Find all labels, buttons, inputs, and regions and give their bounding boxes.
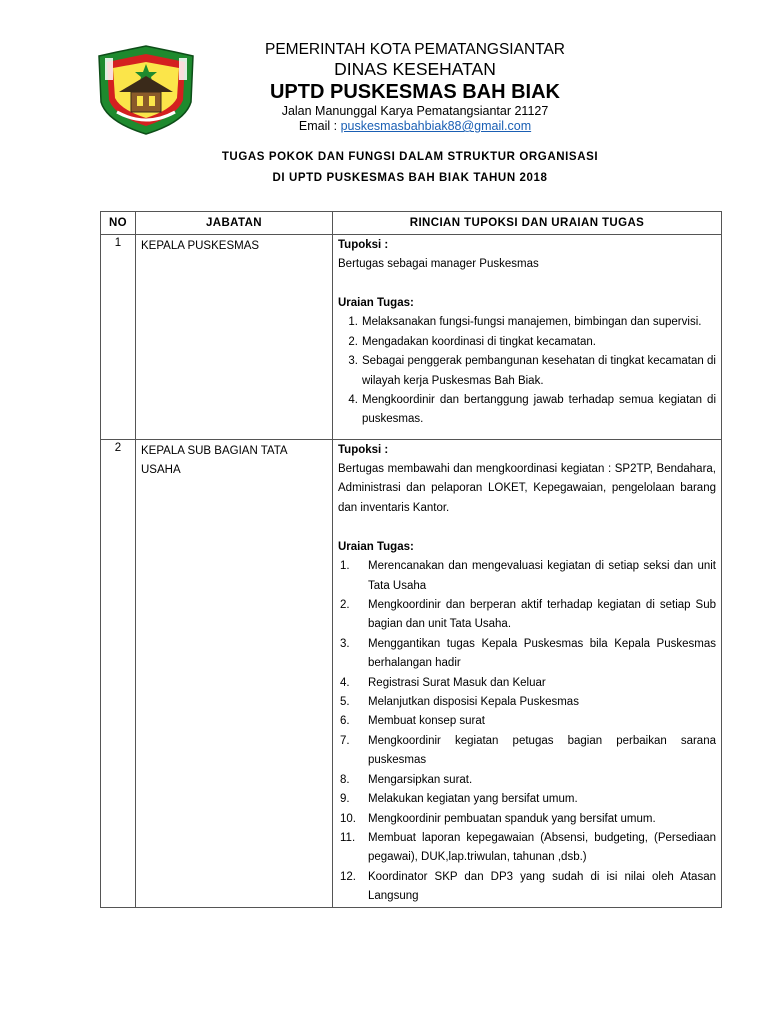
header-no: NO — [101, 212, 136, 235]
tupoksi-label: Tupoksi : — [338, 239, 389, 251]
list-item: 9. Melakukan kegiatan yang bersifat umum. — [340, 793, 578, 806]
list-item: 3. Menggantikan tugas Kepala Puskesmas bila Kepala Puskesmas berhalangan hadir — [340, 637, 716, 670]
tupoksi-label: Tupoksi : — [338, 444, 389, 456]
tupoksi-text: Bertugas sebagai manager Puskesmas — [338, 258, 539, 270]
institution-name: UPTD PUSKESMAS BAH BIAK — [269, 81, 561, 103]
task-list — [338, 313, 716, 429]
list-item: 2. Mengadakan koordinasi di tingkat kecamatan. — [348, 335, 596, 348]
list-item: 1. Melaksanakan fungsi-fungsi manajemen, bimbingan dan supervisi. — [348, 316, 702, 329]
letterhead — [215, 40, 615, 134]
list-item: 7. Mengkoordinir kegiatan petugas bagian perbaikan sarana puskesmas — [340, 734, 716, 767]
row-number: 2 — [101, 440, 136, 908]
address: Jalan Manunggal Karya Pematangsiantar 21127 — [281, 104, 549, 118]
list-item: 1. Merencanakan dan mengevaluasi kegiatan di setiap seksi dan unit Tata Usaha — [340, 560, 716, 592]
task-list — [338, 557, 716, 906]
list-item: 6. Membuat konsep surat — [340, 715, 485, 728]
city-emblem-icon — [95, 42, 197, 136]
list-item: 11. Membuat laporan kepegawaian (Absensi, budgeting, (Persediaan pegawai), DUK,lap.triwulan, tahunan ,dsb.) — [340, 831, 716, 864]
email-line — [215, 119, 615, 134]
table-row — [101, 440, 722, 908]
table-header-row — [101, 212, 722, 235]
tupoksi-text: Bertugas membawahi dan mengkoordinasi kegiatan : SP2TP, Bendahara, Administrasi dan pelaporan LOKET, Kepegawaian, pengelolaan barang dan inventaris Kantor. — [338, 463, 716, 514]
table-row — [101, 235, 722, 440]
uraian-label: Uraian Tugas: — [338, 297, 414, 310]
email-label: Email : — [298, 119, 341, 133]
list-item: 4. Mengkoordinir dan bertanggung jawab terhadap semua kegiatan di puskesmas. — [348, 394, 716, 426]
duty-details — [333, 235, 722, 440]
list-item: 12. Koordinator SKP dan DP3 yang sudah di isi nilai oleh Atasan Langsung — [340, 870, 716, 903]
duty-details — [333, 440, 722, 908]
position-title: KEPALA PUSKESMAS — [136, 235, 333, 440]
header-rincian: RINCIAN TUPOKSI DAN URAIAN TUGAS — [333, 212, 722, 235]
tupoksi-table — [100, 211, 722, 908]
list-item: 3. Sebagai penggerak pembangunan kesehatan di tingkat kecamatan di wilayah kerja Puskesmas Bah Biak. — [348, 355, 716, 387]
list-item: 5. Melanjutkan disposisi Kepala Puskesmas — [340, 696, 579, 709]
list-item: 8. Mengarsipkan surat. — [340, 773, 473, 786]
government-name: PEMERINTAH KOTA PEMATANGSIANTAR — [265, 41, 565, 58]
department-name: DINAS KESEHATAN — [334, 59, 496, 79]
uraian-label: Uraian Tugas: — [338, 541, 414, 554]
email-link[interactable]: puskesmasbahbiak88@gmail.com — [340, 119, 532, 133]
row-number: 1 — [101, 235, 136, 440]
list-item: 4. Registrasi Surat Masuk dan Keluar — [340, 676, 546, 689]
header-jabatan: JABATAN — [136, 212, 333, 235]
list-item: 2. Mengkoordinir dan berperan aktif terhadap kegiatan di setiap Sub bagian dan unit Tata Usaha. — [340, 599, 716, 631]
position-title: KEPALA SUB BAGIAN TATA USAHA — [136, 440, 333, 908]
document-title-line-1: TUGAS POKOK DAN FUNGSI DALAM STRUKTUR ORGANISASI — [221, 151, 599, 163]
document-title-line-2: DI UPTD PUSKESMAS BAH BIAK TAHUN 2018 — [272, 172, 548, 184]
list-item: 10. Mengkoordinir pembuatan spanduk yang bersifat umum. — [340, 812, 656, 825]
